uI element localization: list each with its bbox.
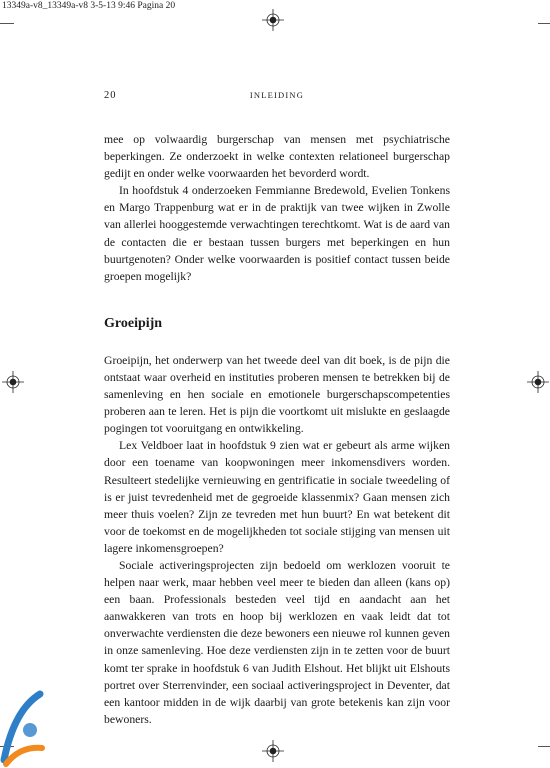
- paragraph: Lex Veldboer laat in hoofdstuk 9 zien wat er gebeurt als arme wijken door een toename van koopwoningen meer inkomensdivers worden. Resulteert stedelijke vernieuwing en gentrificatie in sociale tweedeling of is er juist tevredenheid met de gegroeide klassenmix? Gaan mensen zich meer thuis voelen? Zijn ze tevreden met hun buurt? En wat betekent dit voor de toekomst en de mogelijkheden tot sociale stijging van mensen uit lagere inkomensgroepen?: [104, 439, 450, 555]
- registration-mark-left: [2, 371, 24, 393]
- registration-crosshair-icon: [262, 740, 284, 762]
- paragraph: In hoofdstuk 4 onderzoeken Femmianne Bredewold, Evelien Tonkens en Margo Trappenburg wat er in de praktijk van twee wijken in Zwolle van allerlei hooggestemde verwachtingen terechtkomt. Wat is de aard van de contacten die er bestaan tussen burgers met beperkingen en hun buurtgenoten? Onder welke voorwaarden is positief contact tussen beide groepen mogelijk?: [104, 184, 450, 283]
- trim-mark-top: [538, 23, 550, 24]
- trim-mark-top: [0, 23, 14, 24]
- registration-mark-top: [262, 9, 284, 31]
- body-text: [104, 131, 450, 728]
- running-head: [104, 90, 450, 104]
- chapter-title: INLEIDING: [249, 90, 305, 100]
- print-slug: 13349a-v8_13349a-v8 3-5-13 9:46 Pagina 20: [2, 1, 176, 11]
- page-number: 20: [104, 90, 117, 101]
- trim-mark-bottom: [538, 746, 550, 747]
- logo-icon: [0, 690, 48, 768]
- registration-crosshair-icon: [527, 371, 549, 393]
- corner-logo: [0, 690, 48, 768]
- paragraph: Sociale activeringsprojecten zijn bedoeld om werklozen vooruit te helpen naar werk, maar hebben veel meer te bieden dan alleen (kans op) een baan. Professionals besteden veel tijd en aandacht aan het aanwakkeren van trots en hoop bij werklozen en vaak leidt dat tot onverwachte verdiensten die deze bewoners een nieuwe rol kunnen geven in onze samenleving. Hoe deze verdiensten zijn in te zetten voor de buurt komt ter sprake in hoofdstuk 6 van Judith Elshout. Het blijkt uit Elshouts portret over Sterrenvinder, een sociaal activeringsproject in Deventer, dat een kantoor midden in de wijk daarbij van grote betekenis kan zijn voor bewoners.: [104, 558, 450, 726]
- registration-mark-bottom: [262, 740, 284, 762]
- registration-crosshair-icon: [2, 371, 24, 393]
- registration-crosshair-icon: [262, 9, 284, 31]
- section-heading: Groeipijn: [104, 315, 163, 331]
- paragraph: Groeipijn, het onderwerp van het tweede deel van dit boek, is de pijn die ontstaat waar overheid en instituties proberen mensen te betrekken bij de samenleving en hen sociale en emotionele burgerschapscompetenties proberen aan te leren. Het is pijn die voortkomt uit mislukte en geslaagde pogingen tot vooruitgang en ontwikkeling.: [104, 353, 450, 436]
- paragraph: mee op volwaardig burgerschap van mensen met psychiatrische beperkingen. Ze onderzoekt in welke contexten relationeel burgerschap gedijt en onder welke voorwaarden het bevorderd wordt.: [104, 133, 450, 181]
- registration-mark-right: [527, 371, 549, 393]
